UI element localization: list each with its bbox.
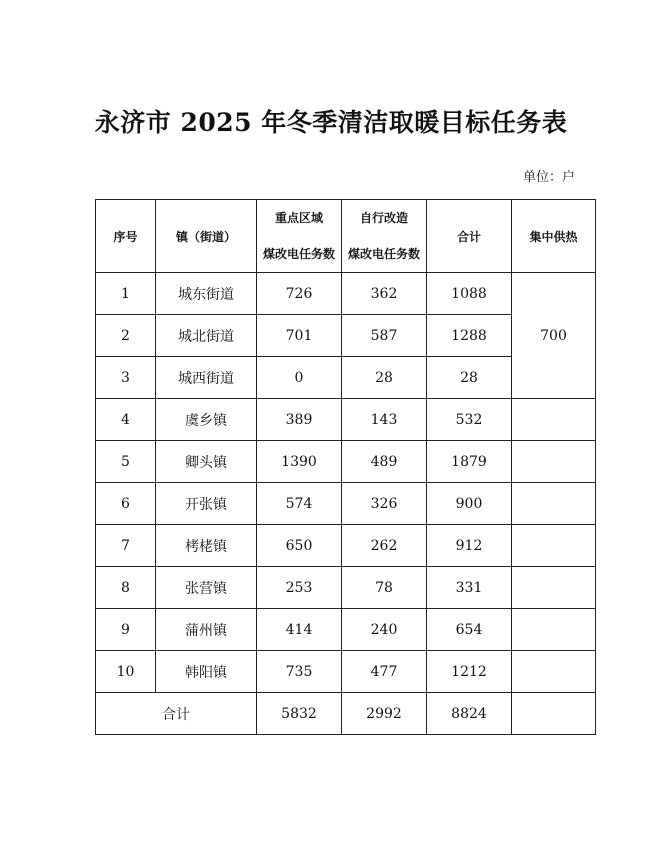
table-row: [96, 399, 596, 441]
cell-key-area: 389: [257, 399, 342, 441]
cell-town: 张营镇: [156, 567, 257, 609]
cell-seq: 9: [96, 609, 156, 651]
cell-central-heating: [512, 441, 596, 483]
cell-seq: 1: [96, 273, 156, 315]
header-key-area-line2: 煤改电任务数: [262, 247, 335, 261]
cell-central-heating: [512, 567, 596, 609]
header-self-line1: 自行改造: [359, 211, 408, 225]
total-self: 2992: [342, 693, 427, 735]
total-label: 合计: [96, 693, 257, 735]
table-row: [96, 609, 596, 651]
cell-self: 143: [342, 399, 427, 441]
cell-key-area: 735: [257, 651, 342, 693]
header-central-heating: 集中供热: [512, 200, 596, 273]
cell-seq: 6: [96, 483, 156, 525]
task-table: [95, 199, 596, 735]
cell-key-area: 414: [257, 609, 342, 651]
cell-total: 1288: [427, 315, 512, 357]
cell-total: 912: [427, 525, 512, 567]
cell-seq: 7: [96, 525, 156, 567]
cell-key-area: 701: [257, 315, 342, 357]
header-key-area-line1: 重点区域: [274, 211, 323, 225]
cell-key-area: 1390: [257, 441, 342, 483]
table-row: [96, 441, 596, 483]
cell-total: 654: [427, 609, 512, 651]
table-header-row: [96, 200, 596, 273]
table-row: [96, 273, 596, 315]
cell-total: 900: [427, 483, 512, 525]
cell-central-heating: 700: [512, 273, 596, 399]
total-row: [96, 693, 596, 735]
total-key-area: 5832: [257, 693, 342, 735]
cell-town: 开张镇: [156, 483, 257, 525]
cell-key-area: 253: [257, 567, 342, 609]
cell-central-heating: [512, 399, 596, 441]
cell-seq: 2: [96, 315, 156, 357]
header-total: 合计: [427, 200, 512, 273]
cell-self: 587: [342, 315, 427, 357]
cell-central-heating: [512, 483, 596, 525]
unit-label: 单位：户: [522, 170, 575, 185]
cell-key-area: 726: [257, 273, 342, 315]
cell-total: 28: [427, 357, 512, 399]
cell-town: 虞乡镇: [156, 399, 257, 441]
cell-self: 78: [342, 567, 427, 609]
cell-town: 卿头镇: [156, 441, 257, 483]
cell-central-heating: [512, 525, 596, 567]
cell-self: 262: [342, 525, 427, 567]
cell-self: 477: [342, 651, 427, 693]
cell-town: 栲栳镇: [156, 525, 257, 567]
cell-seq: 3: [96, 357, 156, 399]
cell-total: 532: [427, 399, 512, 441]
cell-self: 28: [342, 357, 427, 399]
header-self-line2: 煤改电任务数: [347, 247, 420, 261]
cell-total: 1088: [427, 273, 512, 315]
cell-key-area: 574: [257, 483, 342, 525]
cell-central-heating: [512, 609, 596, 651]
cell-total: 331: [427, 567, 512, 609]
cell-central-heating: [512, 651, 596, 693]
cell-town: 城东街道: [156, 273, 257, 315]
cell-total: 1212: [427, 651, 512, 693]
cell-self: 362: [342, 273, 427, 315]
cell-self: 489: [342, 441, 427, 483]
cell-seq: 5: [96, 441, 156, 483]
header-town: 镇（街道）: [156, 200, 257, 273]
table-row: [96, 525, 596, 567]
cell-town: 蒲州镇: [156, 609, 257, 651]
header-seq: 序号: [96, 200, 156, 273]
cell-self: 240: [342, 609, 427, 651]
table-row: [96, 567, 596, 609]
table-row: [96, 483, 596, 525]
cell-town: 城北街道: [156, 315, 257, 357]
cell-seq: 4: [96, 399, 156, 441]
cell-total: 1879: [427, 441, 512, 483]
cell-self: 326: [342, 483, 427, 525]
table-row: [96, 651, 596, 693]
total-central-heating: [512, 693, 596, 735]
cell-seq: 10: [96, 651, 156, 693]
page-title: 永济市 2025 年冬季清洁取暖目标任务表: [94, 108, 568, 137]
cell-key-area: 0: [257, 357, 342, 399]
cell-seq: 8: [96, 567, 156, 609]
header-self: [342, 200, 427, 273]
cell-town: 城西街道: [156, 357, 257, 399]
header-key-area: [257, 200, 342, 273]
total-sum: 8824: [427, 693, 512, 735]
cell-key-area: 650: [257, 525, 342, 567]
cell-town: 韩阳镇: [156, 651, 257, 693]
